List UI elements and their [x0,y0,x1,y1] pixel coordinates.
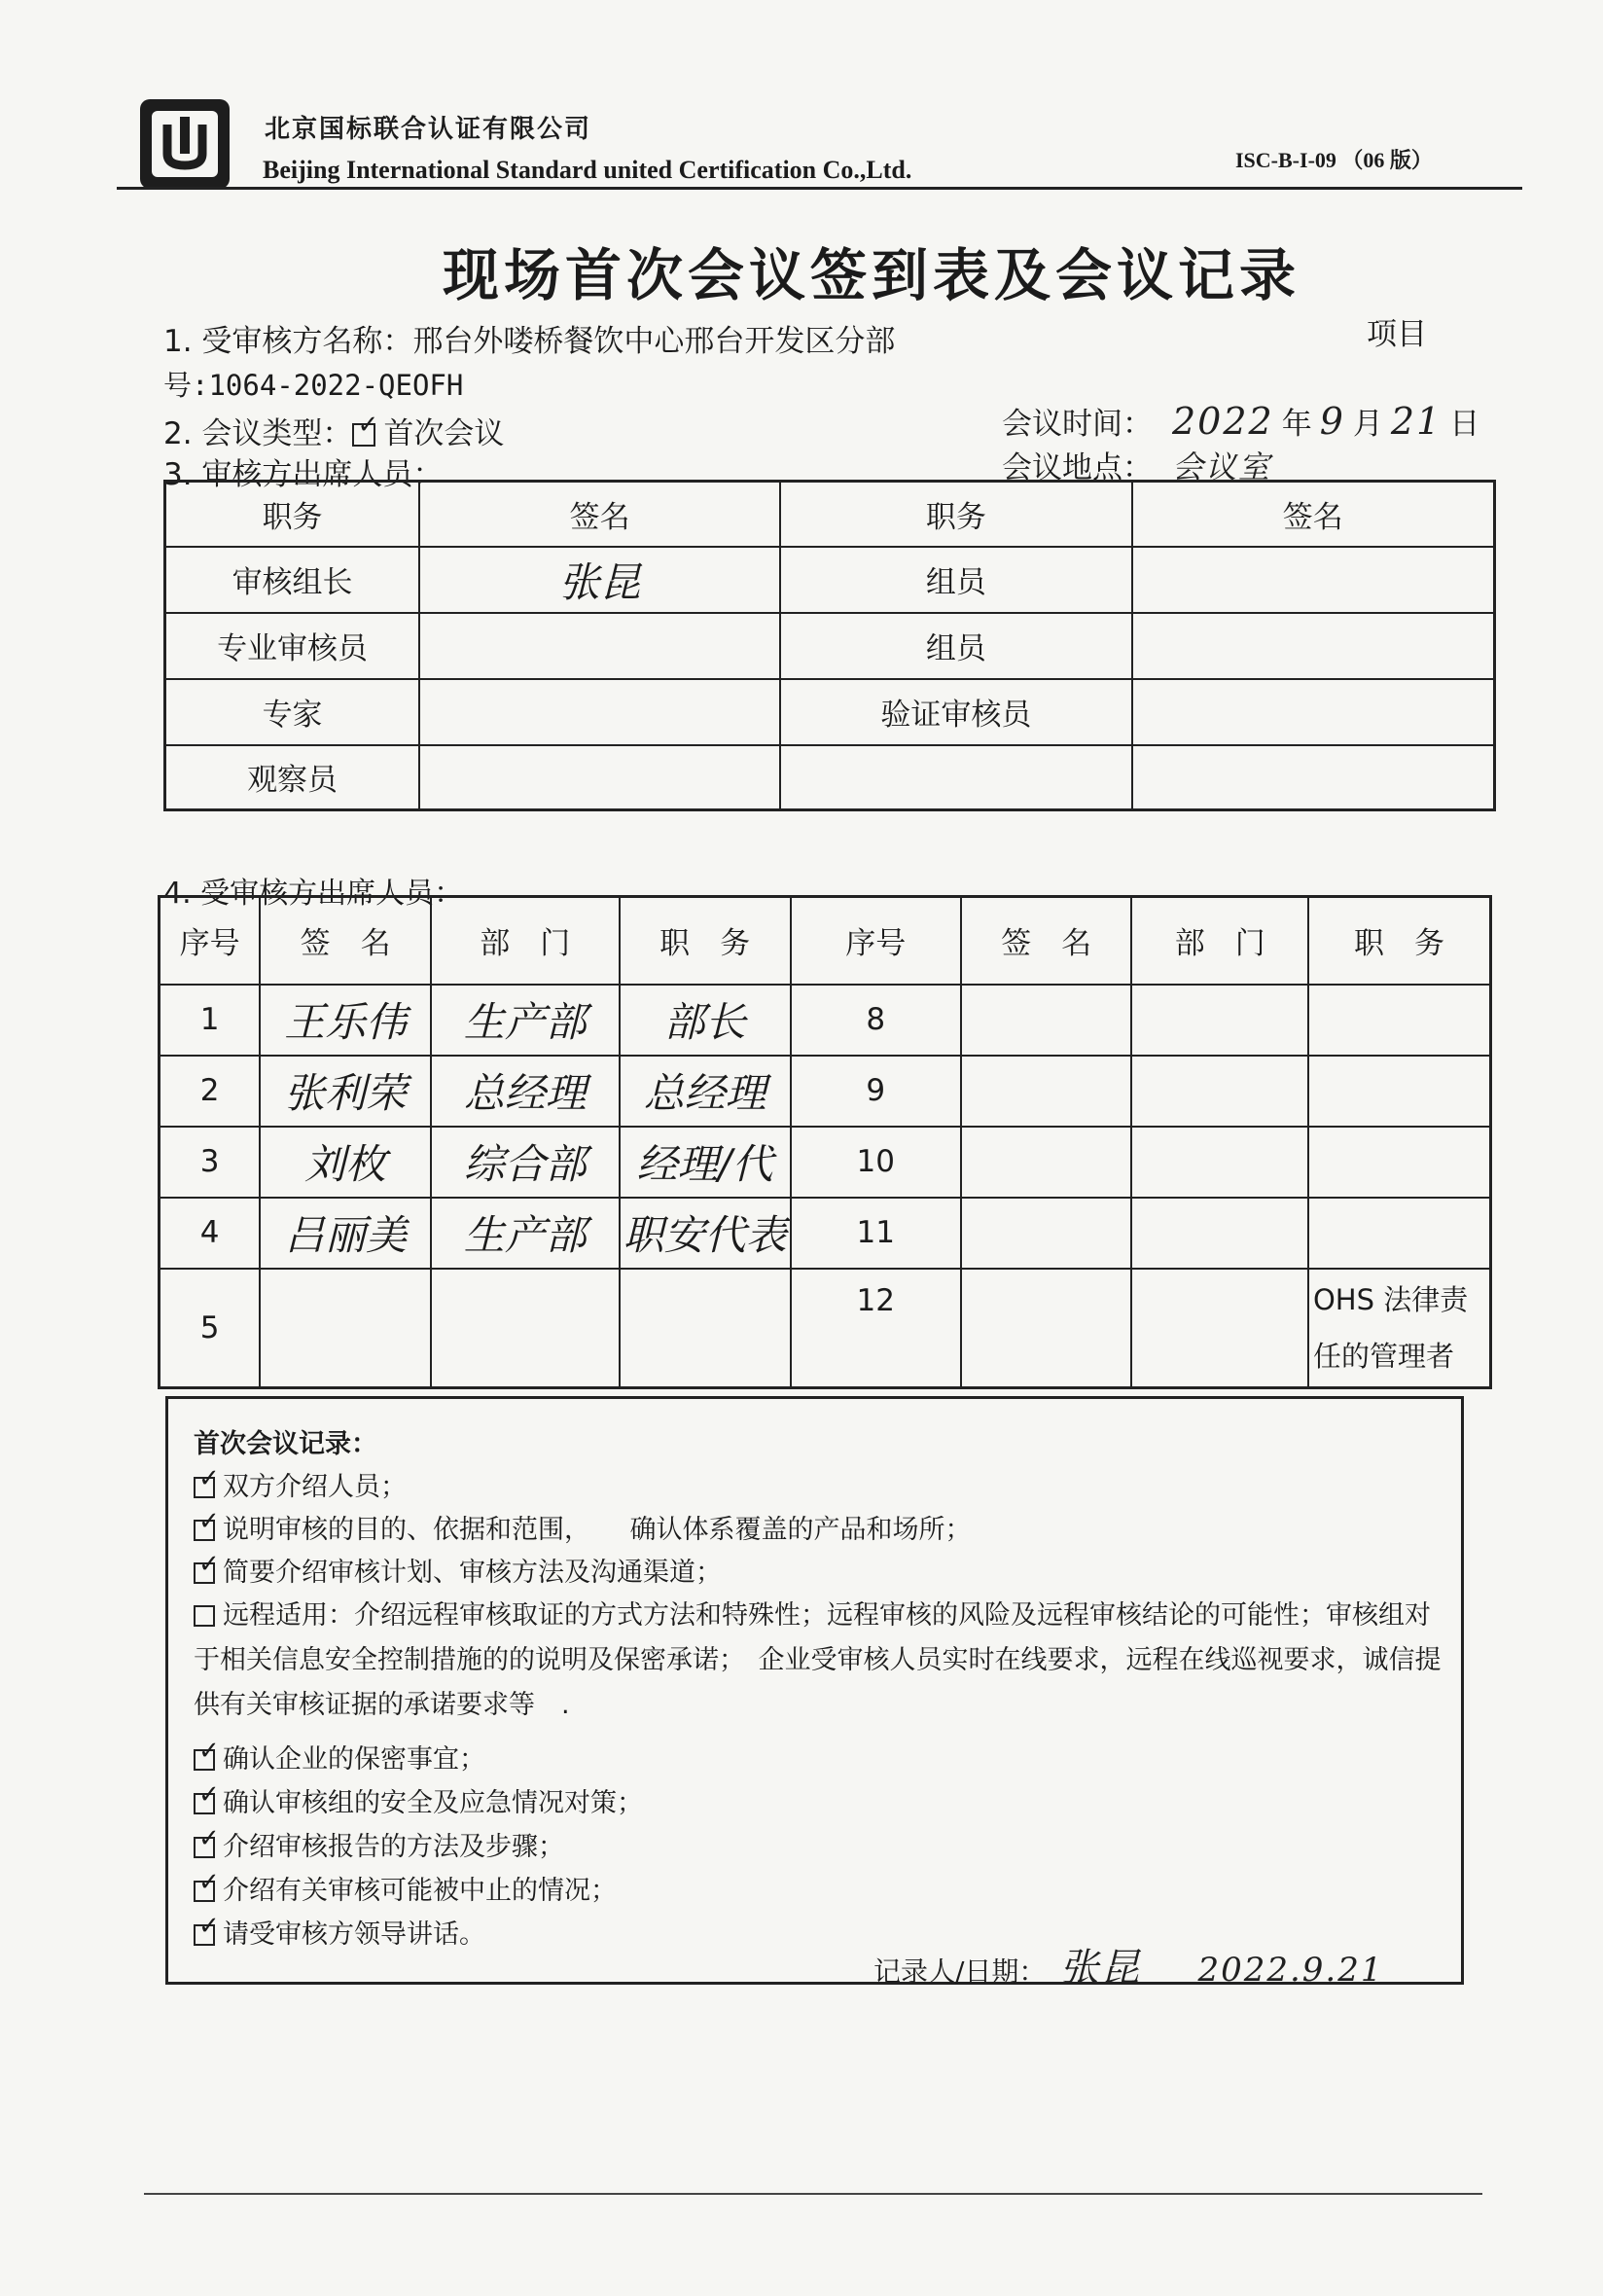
row-number: 10 [791,1127,961,1198]
year-unit: 年 [1281,407,1312,442]
project-label: 项目 [1367,317,1427,352]
role-cell [780,745,1131,810]
auditee-name-label: 1. 受审核方名称： [163,324,413,359]
table-row [165,547,1495,613]
project-number: 号:1064-2022-QEOFH [163,369,464,402]
role-cell: 专家 [165,679,420,745]
department-cell[interactable] [1131,1198,1308,1269]
header-position: 职 务 [1308,897,1491,985]
record-item-text: 说明审核的目的、依据和范围， 确认体系覆盖的产品和场所； [223,1515,972,1545]
position-cell[interactable]: 部长 [620,985,791,1056]
meeting-day: 21 [1390,400,1443,443]
signature-cell[interactable]: 王乐伟 [260,985,431,1056]
auditee-attendance-table [158,895,1492,1389]
row-number: 12 [791,1269,961,1388]
record-item [194,1594,1448,1728]
signature-cell[interactable] [961,1198,1132,1269]
record-item-text: 请受审核方领导讲话。 [223,1919,485,1950]
company-logo [136,95,233,193]
header-no: 序号 [791,897,961,985]
signature-cell[interactable] [419,679,780,745]
recorder-line [873,1937,1383,1992]
recorder-date: 2022.9.21 [1197,1951,1384,1990]
meeting-type-value: 首次会议 [383,416,505,451]
table-row [160,1056,1491,1127]
signature-cell[interactable] [1132,547,1495,613]
header-signature: 签名 [1132,482,1495,547]
role-cell: 验证审核员 [780,679,1131,745]
signature-cell[interactable]: 刘枚 [260,1127,431,1198]
role-cell: 观察员 [165,745,420,810]
signature-cell[interactable] [260,1269,431,1388]
position-cell[interactable] [1308,985,1491,1056]
record-item-text: 介绍审核报告的方法及步骤； [223,1832,564,1862]
department-cell[interactable] [1131,985,1308,1056]
row-number: 5 [160,1269,261,1388]
record-title: 首次会议记录： [194,1429,377,1459]
position-cell[interactable] [620,1269,791,1388]
meeting-year: 2022 [1172,400,1274,443]
record-checkbox[interactable]: ✓ [194,1520,215,1541]
role-cell: 专业审核员 [165,613,420,679]
company-name-cn: 北京国标联合认证有限公司 [265,115,592,144]
signature-cell[interactable] [961,1269,1132,1388]
table-row [165,613,1495,679]
meeting-place-value: 会议室 [1172,448,1272,485]
header-role: 职务 [780,482,1131,547]
department-cell[interactable]: 总经理 [431,1056,620,1127]
record-item [194,1508,972,1546]
record-item [194,1825,564,1863]
meeting-time-line [1002,399,1479,443]
month-unit: 月 [1352,407,1383,442]
recorder-signature: 张昆 [1059,1946,1142,1991]
row-number: 4 [160,1198,261,1269]
form-code: ISC-B-I-09 （06 版） [1235,148,1433,172]
record-item-text: 简要介绍审核计划、审核方法及沟通渠道； [223,1558,722,1588]
record-item-text: 确认审核组的安全及应急情况对策； [223,1788,643,1818]
department-cell[interactable] [1131,1127,1308,1198]
record-checkbox[interactable]: ✓ [194,1837,215,1858]
record-item [194,1738,485,1776]
record-item [194,1913,485,1951]
auditor-attendance-table [163,480,1496,811]
signature-cell[interactable] [419,745,780,810]
meeting-record-box [165,1396,1464,1991]
document-title: 现场首次会议签到表及会议记录 [443,242,1301,308]
row-number: 11 [791,1198,961,1269]
department-cell[interactable] [1131,1056,1308,1127]
meeting-type-line [163,409,504,452]
header-no: 序号 [160,897,261,985]
table-row [165,679,1495,745]
record-checkbox[interactable]: ✓ [194,1477,215,1498]
signature-cell[interactable] [1132,679,1495,745]
row-number: 1 [160,985,261,1056]
department-cell[interactable]: 综合部 [431,1127,620,1198]
record-item [194,1465,407,1503]
header-department: 部 门 [1131,897,1308,985]
record-checkbox[interactable]: ✓ [194,1793,215,1814]
meeting-place-label: 会议地点： [1002,450,1153,485]
meeting-type-checkbox[interactable]: ✓ [352,423,375,447]
position-cell[interactable] [1308,1127,1491,1198]
department-cell[interactable] [431,1269,620,1388]
auditee-name-value: 邢台外喽桥餐饮中心邢台开发区分部 [412,324,896,359]
role-cell: 组员 [780,613,1131,679]
signature-cell[interactable]: 张昆 [419,547,780,613]
record-checkbox[interactable]: ✓ [194,1562,215,1584]
company-name-en: Beijing International Standard united Certification Co.,Ltd. [263,156,912,184]
record-item [194,1869,617,1907]
table-row [160,1127,1491,1198]
meeting-type-label: 2. 会议类型： [163,416,353,451]
signature-cell[interactable] [961,1127,1132,1198]
position-cell[interactable]: 经理/代 [620,1127,791,1198]
department-cell[interactable]: 生产部 [431,1198,620,1269]
meeting-time-label: 会议时间： [1002,407,1153,442]
header-signature: 签 名 [961,897,1132,985]
signature-cell[interactable] [1132,613,1495,679]
signature-cell[interactable]: 吕丽美 [260,1198,431,1269]
department-cell[interactable] [1131,1269,1308,1388]
record-checkbox[interactable]: ✓ [194,1924,215,1946]
header-divider [117,187,1522,190]
header-position: 职 务 [620,897,791,985]
header-department: 部 门 [431,897,620,985]
day-unit: 日 [1449,407,1480,442]
row-number: 9 [791,1056,961,1127]
signature-cell[interactable] [961,1056,1132,1127]
header-signature: 签 名 [260,897,431,985]
record-checkbox[interactable]: ✓ [194,1749,215,1771]
record-item-text: 确认企业的保密事宜； [223,1744,485,1775]
recorder-label: 记录人/日期： [873,1955,1047,1988]
company-logo-icon [136,95,233,193]
signature-cell[interactable] [961,985,1132,1056]
table-row [160,985,1491,1056]
record-item [194,1781,643,1819]
auditor-attendees-label: 3. 审核方出席人员： [163,457,444,492]
footer-divider [144,2193,1482,2195]
record-checkbox-unchecked[interactable] [194,1605,215,1627]
auditee-name-line [163,316,895,360]
auditee-attendees-label: 4. 受审核方出席人员： [163,877,464,911]
record-item [194,1551,722,1589]
position-cell[interactable] [1308,1056,1491,1127]
department-cell[interactable]: 生产部 [431,985,620,1056]
header-signature: 签名 [419,482,780,547]
table-row [165,745,1495,810]
table-header-row [160,897,1491,985]
row-number: 2 [160,1056,261,1127]
role-cell: 组员 [780,547,1131,613]
table-header-row [165,482,1495,547]
signature-cell[interactable] [419,613,780,679]
record-checkbox[interactable]: ✓ [194,1881,215,1902]
record-item-text: 介绍有关审核可能被中止的情况； [223,1876,617,1906]
meeting-month: 9 [1319,400,1345,443]
header-role: 职务 [165,482,420,547]
signature-cell[interactable]: 张利荣 [260,1056,431,1127]
table-row [160,1198,1491,1269]
position-cell[interactable]: 总经理 [620,1056,791,1127]
row-number: 8 [791,985,961,1056]
position-cell[interactable] [1308,1198,1491,1269]
table-row [160,1269,1491,1388]
row-number: 3 [160,1127,261,1198]
record-item-text: 远程适用：介绍远程审核取证的方式方法和特殊性；远程审核的风险及远程审核结论的可能性；审核组对于相关信息安全控制措施的的说明及保密承诺； 企业受审核人员实时在线要求，远程在线巡视要求，诚信提供有关审核证据的承诺要求等 . [194,1600,1442,1720]
signature-cell[interactable] [1132,745,1495,810]
role-cell: 审核组长 [165,547,420,613]
position-cell[interactable]: 职安代表 [620,1198,791,1269]
ohs-note-cell: OHS 法律责任的管理者 [1308,1269,1491,1388]
record-item-text: 双方介绍人员； [223,1472,407,1502]
